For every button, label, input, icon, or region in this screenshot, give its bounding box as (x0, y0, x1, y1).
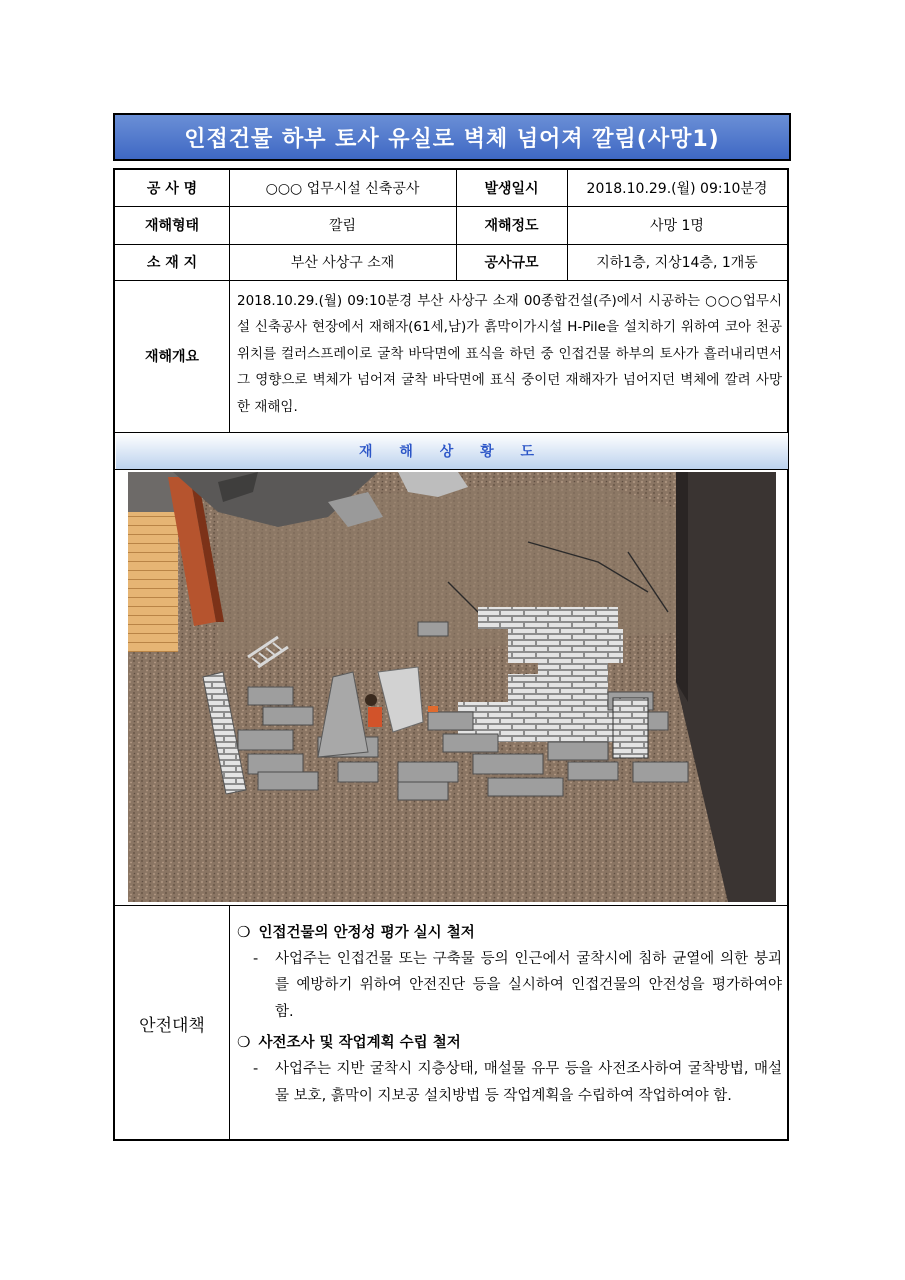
scale-label: 공사규모 (484, 255, 539, 271)
date-value: 2018.10.29.(월) 09:10분경 (586, 181, 768, 197)
overview-label: 재해개요 (144, 349, 200, 365)
overview-text: 2018.10.29.(월) 09:10분경 부산 사상구 소재 00종합건설(주)에서 시공하는 ○○○업무시설 신축공사 현장에서 재해자(61세,남)가 흙막이가시설 H-Pile을 설치하기 위하여 코아 천공 위치를 컬러스프레이로 굴착 바닥면에 표식을 하던 중 인접건물 하부의 토사가 흘러내리면서 그 영향으로 벽체가 넘어져 굴착 바닥면에 표식 중이던 재해자가 넘어지던 벽체에 깔려 사망한 재해임. (237, 293, 782, 415)
safety-measures (237, 915, 782, 1109)
safety-item-1-heading: ❍ 인접건물의 안정성 평가 실시 철저 (237, 922, 475, 941)
safety-item-2-heading: ❍ 사전조사 및 작업계획 수립 철저 (237, 1032, 461, 1052)
report-title: 인접건물 하부 토사 유실로 벽체 넘어져 깔림(사망1) (184, 126, 720, 152)
diagram-banner (116, 433, 788, 469)
date-label: 발생일시 (484, 181, 539, 197)
scale-value: 지하1층, 지상14층, 1개동 (596, 255, 758, 271)
project-name-value: ○○○ 업무시설 신축공사 (265, 181, 420, 197)
accident-scene-illustration (128, 472, 776, 902)
report-sheet (113, 168, 789, 1141)
location-value: 부산 사상구 소재 (290, 255, 395, 271)
safety-label: 안전대책 (139, 1015, 205, 1036)
bullet-icon: ❍ (237, 1032, 251, 1051)
bullet-icon: ❍ (237, 922, 251, 941)
type-label: 재해형태 (144, 218, 200, 234)
severity-label: 재해정도 (484, 218, 539, 234)
safety-item-2-body: - 사업주는 지반 굴착시 지층상태, 매설물 유무 등을 사전조사하여 굴착방법, 매설물 보호, 흙막이 지보공 설치방법 등 작업계획을 수립하여 작업하여야 함. (253, 1061, 782, 1104)
project-name-label: 공 사 명 (146, 181, 198, 197)
diagram-label: 재 해 상 황 도 (358, 444, 546, 460)
type-value: 깔림 (328, 218, 357, 234)
location-label: 소 재 지 (146, 255, 198, 271)
severity-value: 사망 1명 (650, 218, 704, 234)
safety-item-1-body: - 사업주는 인접건물 또는 구축물 등의 인근에서 굴착시에 침하 균열에 의한 붕괴를 예방하기 위하여 안전진단 등을 실시하여 인접건물의 안전성을 평가하여야 함. (253, 951, 782, 1020)
report-title-bar (113, 113, 791, 161)
